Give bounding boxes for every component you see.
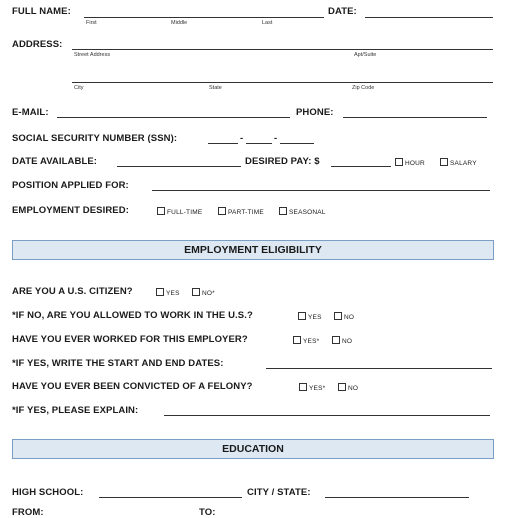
- worked-before-question: HAVE YOU EVER WORKED FOR THIS EMPLOYER?: [12, 334, 248, 345]
- part-time-option[interactable]: [218, 207, 264, 216]
- worked-no-option[interactable]: [332, 336, 352, 345]
- full-time-label: FULL-TIME: [167, 209, 203, 216]
- ssn-dash-1: -: [240, 133, 244, 144]
- desired-pay-label: DESIRED PAY: $: [245, 156, 320, 167]
- last-name-caption: Last: [262, 20, 273, 26]
- ssn-part3-field[interactable]: [280, 143, 314, 144]
- ssn-part2-field[interactable]: [246, 143, 272, 144]
- position-field[interactable]: [152, 190, 490, 191]
- citizen-no-label: NO*: [202, 290, 215, 297]
- allowed-no-option[interactable]: [334, 312, 354, 321]
- seasonal-label: SEASONAL: [289, 209, 326, 216]
- from-label: FROM:: [12, 507, 44, 518]
- part-time-checkbox[interactable]: [218, 207, 226, 215]
- citizen-yes-option[interactable]: [156, 288, 180, 297]
- date-available-field[interactable]: [117, 166, 241, 167]
- worked-yes-option[interactable]: [293, 336, 319, 345]
- allowed-no-checkbox[interactable]: [334, 312, 342, 320]
- citizen-no-checkbox[interactable]: [192, 288, 200, 296]
- date-field[interactable]: [365, 17, 493, 18]
- full-time-checkbox[interactable]: [157, 207, 165, 215]
- education-heading: EDUCATION: [12, 439, 494, 459]
- felony-yes-checkbox[interactable]: [299, 383, 307, 391]
- city-caption: City: [74, 85, 84, 91]
- employment-desired-label: EMPLOYMENT DESIRED:: [12, 205, 129, 216]
- explain-label: *IF YES, PLEASE EXPLAIN:: [12, 405, 139, 416]
- citizen-no-option[interactable]: [192, 288, 215, 297]
- city-state-zip-field[interactable]: [72, 82, 493, 83]
- felony-yes-option[interactable]: [299, 383, 325, 392]
- worked-yes-label: YES*: [303, 338, 320, 345]
- pay-hour-option[interactable]: [395, 158, 425, 167]
- seasonal-option[interactable]: [279, 207, 326, 216]
- salary-checkbox[interactable]: [440, 158, 448, 166]
- felony-no-option[interactable]: [338, 383, 358, 392]
- worked-no-label: NO: [342, 338, 353, 345]
- phone-label: PHONE:: [296, 107, 334, 118]
- explain-field[interactable]: [164, 415, 490, 416]
- seasonal-checkbox[interactable]: [279, 207, 287, 215]
- worked-yes-checkbox[interactable]: [293, 336, 301, 344]
- start-end-dates-label: *IF YES, WRITE THE START AND END DATES:: [12, 358, 224, 369]
- full-name-field[interactable]: [84, 17, 324, 18]
- start-end-dates-field[interactable]: [266, 368, 492, 369]
- salary-option-label: SALARY: [450, 160, 477, 167]
- city-state-label: CITY / STATE:: [247, 487, 311, 498]
- allowed-yes-checkbox[interactable]: [298, 312, 306, 320]
- ssn-part1-field[interactable]: [208, 143, 238, 144]
- zip-code-caption: Zip Code: [352, 85, 375, 91]
- full-name-label: FULL NAME:: [12, 6, 71, 17]
- citizen-question: ARE YOU A U.S. CITIZEN?: [12, 286, 133, 297]
- part-time-label: PART-TIME: [228, 209, 264, 216]
- email-label: E-MAIL:: [12, 107, 49, 118]
- high-school-label: HIGH SCHOOL:: [12, 487, 84, 498]
- felony-question: HAVE YOU EVER BEEN CONVICTED OF A FELONY?: [12, 381, 253, 392]
- pay-salary-option[interactable]: [440, 158, 477, 167]
- felony-yes-label: YES*: [309, 385, 326, 392]
- allowed-yes-label: YES: [308, 314, 322, 321]
- citizen-yes-checkbox[interactable]: [156, 288, 164, 296]
- allowed-no-label: NO: [344, 314, 355, 321]
- middle-name-caption: Middle: [171, 20, 188, 26]
- position-label: POSITION APPLIED FOR:: [12, 180, 129, 191]
- citizen-yes-label: YES: [166, 290, 180, 297]
- allowed-to-work-question: *IF NO, ARE YOU ALLOWED TO WORK IN THE U.S.?: [12, 310, 253, 321]
- apt-suite-caption: Apt/Suite: [354, 52, 377, 58]
- felony-no-checkbox[interactable]: [338, 383, 346, 391]
- felony-no-label: NO: [348, 385, 359, 392]
- full-time-option[interactable]: [157, 207, 202, 216]
- date-available-label: DATE AVAILABLE:: [12, 156, 98, 167]
- city-state-field[interactable]: [325, 497, 469, 498]
- date-label: DATE:: [328, 6, 357, 17]
- phone-field[interactable]: [343, 117, 487, 118]
- first-name-caption: First: [86, 20, 97, 26]
- worked-no-checkbox[interactable]: [332, 336, 340, 344]
- ssn-dash-2: -: [274, 133, 278, 144]
- ssn-label: SOCIAL SECURITY NUMBER (SSN):: [12, 133, 178, 144]
- employment-eligibility-heading: EMPLOYMENT ELIGIBILITY: [12, 240, 494, 260]
- hour-option-label: HOUR: [405, 160, 425, 167]
- email-field[interactable]: [57, 117, 290, 118]
- street-address-field[interactable]: [72, 49, 493, 50]
- high-school-field[interactable]: [99, 497, 242, 498]
- desired-pay-field[interactable]: [331, 166, 391, 167]
- street-address-caption: Street Address: [74, 52, 111, 58]
- hour-checkbox[interactable]: [395, 158, 403, 166]
- to-label: TO:: [199, 507, 216, 518]
- state-caption: State: [209, 85, 222, 91]
- allowed-yes-option[interactable]: [298, 312, 322, 321]
- address-label: ADDRESS:: [12, 39, 63, 50]
